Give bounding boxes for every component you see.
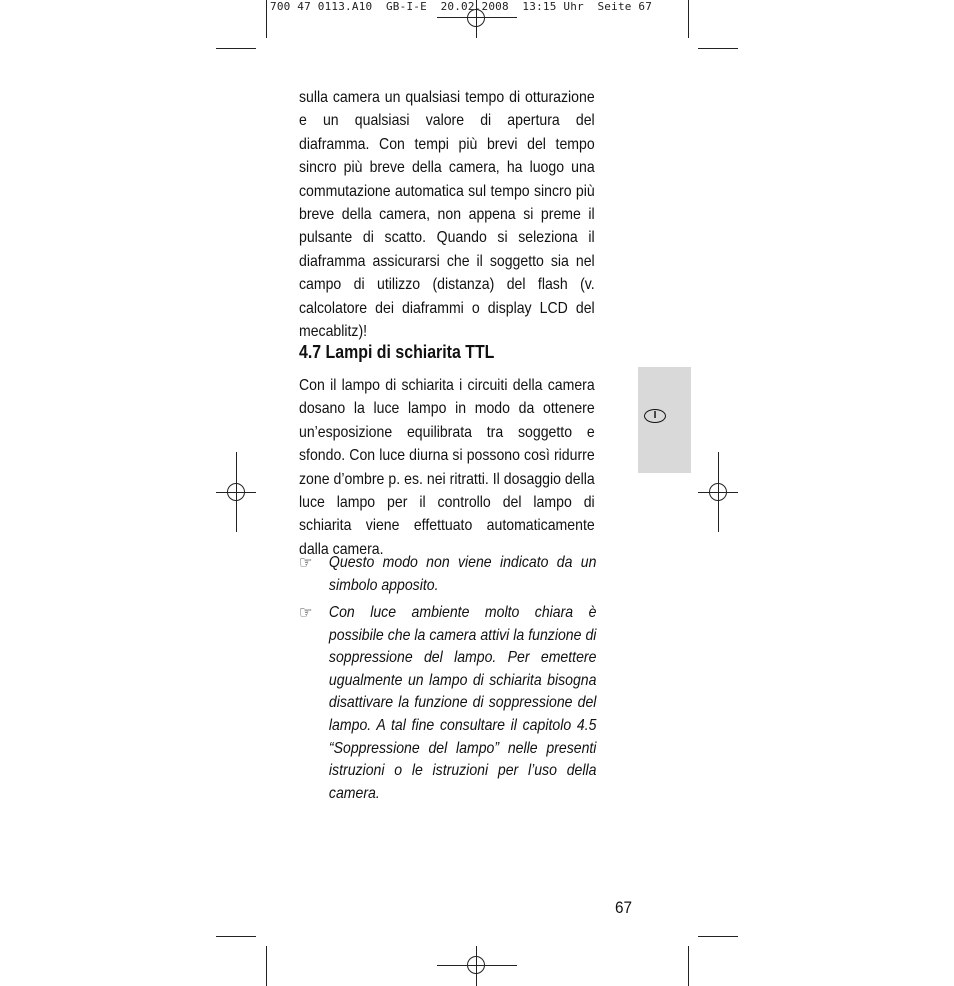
note-text: Con luce ambiente molto chiara è possibile che la camera attivi la funzione di soppressione del lampo. Per emettere ugualmente un lampo di schiarita bisogna disattivare la funzione di soppressione del lampo. A tal fine consultare il capitolo 4.5 “Soppressione del lampo” nelle presenti istruzioni o le istruzioni per l’uso della camera. (328, 604, 597, 802)
registration-mark-icon (467, 956, 485, 974)
pointing-hand-icon: ☞ (299, 553, 313, 572)
crop-mark (698, 936, 738, 937)
crop-mark (688, 0, 689, 38)
page-number: 67 (615, 898, 633, 917)
registration-mark-icon (227, 483, 245, 501)
section-heading: 4.7 Lampi di schiarita TTL (299, 341, 495, 362)
crop-mark (266, 946, 267, 986)
crop-mark (698, 48, 738, 49)
body-text-column (299, 86, 595, 343)
crop-mark (216, 936, 256, 937)
note-item (299, 552, 596, 597)
crop-mark (688, 946, 689, 986)
crop-mark (216, 48, 256, 49)
print-slug: 700 47 0113.A10 GB-I-E 20.02.2008 13:15 Uhr Seite 67 (270, 0, 653, 13)
crop-mark (266, 0, 267, 38)
language-badge: I (644, 409, 666, 423)
body-paragraph: sulla camera un qualsiasi tempo di otturazione e un qualsiasi valore di apertura del diaframma. Con tempi più brevi del tempo sincro più breve della camera, ha luogo una commutazione automatica sul tempo sincro più breve della camera, non appena si preme il pulsante di scatto. Quando si seleziona il diaframma assicurarsi che il soggetto sia nel campo di utilizzo (distanza) del flash (v. calcolatore dei diaframmi o display LCD del mecablitz)! (299, 89, 595, 341)
registration-mark-icon (709, 483, 727, 501)
section-text-column (299, 374, 595, 561)
section-paragraph: Con il lampo di schiarita i circuiti della camera dosano la luce lampo in modo da ottenere un’esposizione equilibrata tra soggetto e sfondo. Con luce diurna si possono così ridurre zone d’ombre p. es. nei ritratti. Il dosaggio della luce lampo per il controllo del lampo di schiarita viene effettuato automaticamente dalla camera. (299, 377, 595, 558)
note-text: Questo modo non viene indicato da un simbolo apposito. (328, 554, 597, 594)
pointing-hand-icon: ☞ (299, 603, 313, 622)
note-item (299, 602, 596, 805)
